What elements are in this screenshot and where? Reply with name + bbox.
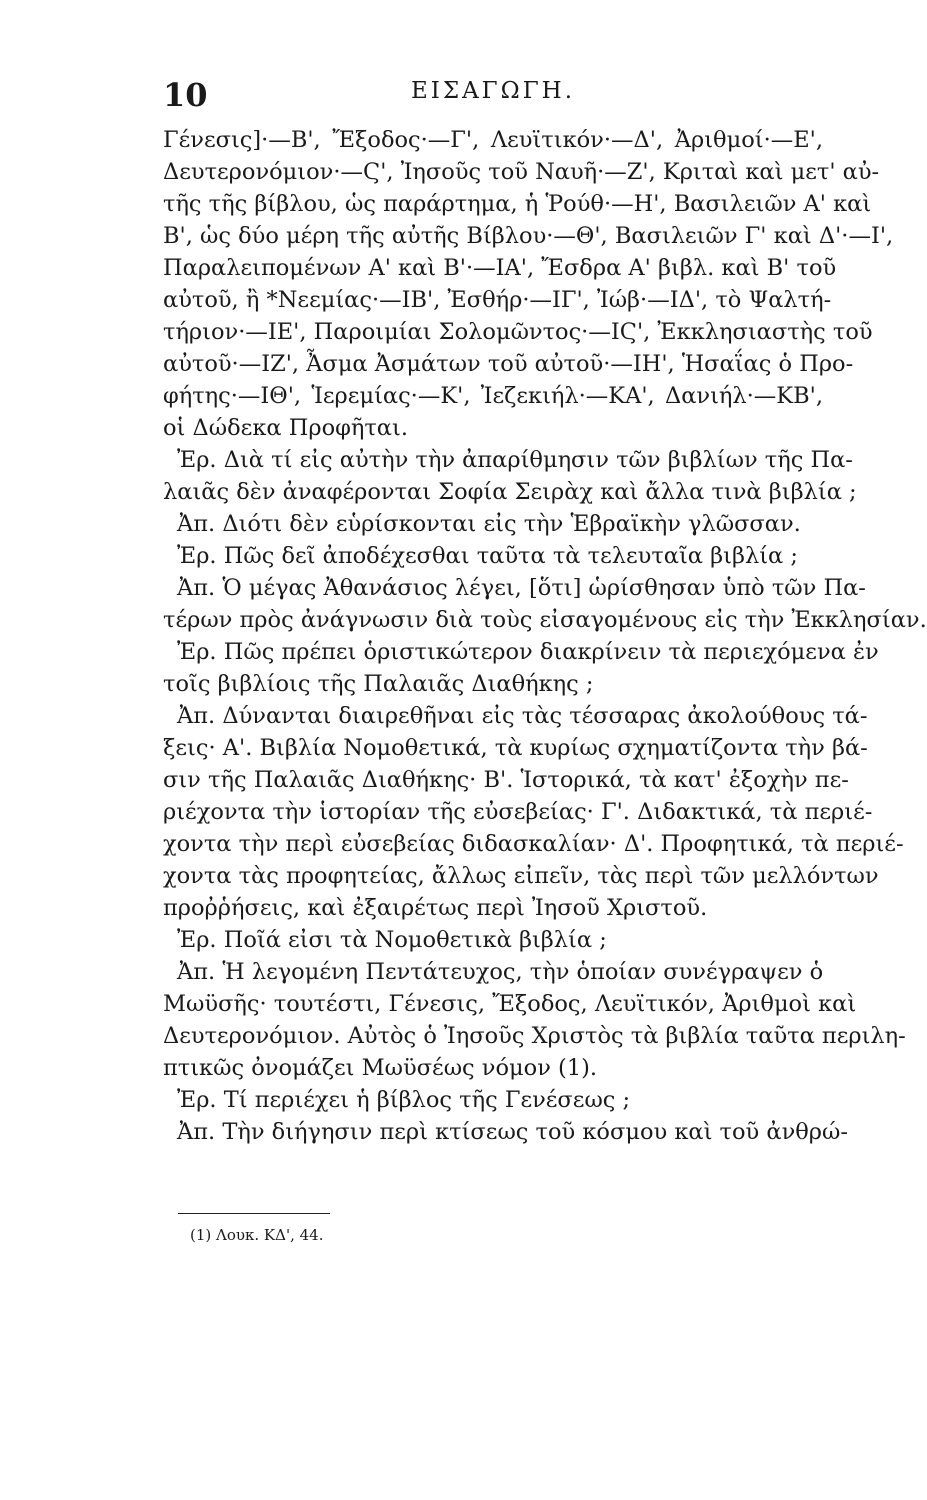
text-line: τήριον·—ΙΕ', Παροιμίαι Σολομῶντος·—ΙϚ', Ἐκκλησιαστὴς τοῦ [163,319,873,345]
text-line: Γένεσις]·—Β', Ἔξοδος·—Γ', Λευϊτικόν·—Δ', Ἀριθμοί·—Ε', [163,127,823,153]
text-line: χοντα τὰς προφητείας, ἄλλως εἰπεῖν, τὰς περὶ τῶν μελλόντων [163,863,879,889]
text-line: Ἀπ. Δύνανται διαιρεθῆναι εἰς τὰς τέσσαρας ἀκολούθους τά- [177,703,868,729]
text-line: Ἐρ. Πῶς πρέπει ὁριστικώτερον διακρίνειν τὰ περιεχόμενα ἐν [177,639,879,665]
page-header [163,70,823,120]
text-line: χοντα τὴν περὶ εὐσεβείας διδασκαλίαν· Δ'. Προφητικά, τὰ περιέ- [163,831,904,857]
text-line: φήτης·—ΙΘ', Ἱερεμίας·—Κ', Ἰεζεκιήλ·—ΚΑ', Δανιήλ·—ΚΒ', [163,383,823,409]
text-line: ριέχοντα τὴν ἱστορίαν τῆς εὐσεβείας· Γ'. Διδακτικά, τὰ περιέ- [163,799,873,825]
footnote: (1) Λουκ. ΚΔ', 44. [190,1226,324,1244]
text-line: πτικῶς ὀνομάζει Μωϋσέως νόμον (1). [163,1055,598,1081]
text-line: Ἀπ. Ὁ μέγας Ἀθανάσιος λέγει, [ὅτι] ὡρίσθησαν ὑπὸ τῶν Πα- [177,575,866,601]
text-line: τοῖς βιβλίοις τῆς Παλαιᾶς Διαθήκης ; [163,671,594,697]
text-line: Ἀπ. Διότι δὲν εὑρίσκονται εἰς τὴν Ἑβραϊκὴν γλῶσσαν. [177,511,801,537]
text-line: Ἐρ. Πῶς δεῖ ἀποδέχεσθαι ταῦτα τὰ τελευταῖα βιβλία ; [177,543,798,569]
text-line: Παραλειπομένων Α' καὶ Β'·—ΙΑ', Ἔσδρα Α' βιβλ. καὶ Β' τοῦ [163,255,837,281]
text-line: Ἀπ. Τὴν διήγησιν περὶ κτίσεως τοῦ κόσμου καὶ τοῦ ἀνθρώ- [177,1119,848,1145]
page-number: 10 [163,76,208,114]
text-line: Ἀπ. Ἡ λεγομένη Πεντάτευχος, τὴν ὁποίαν συνέγραψεν ὁ [177,959,824,985]
text-line: Ἐρ. Ποῖά εἰσι τὰ Νομοθετικὰ βιβλία ; [177,927,607,953]
text-line: Ἐρ. Τί περιέχει ἡ βίβλος τῆς Γενέσεως ; [177,1087,631,1113]
text-line: οἱ Δώδεκα Προφῆται. [163,415,408,441]
text-line: τῆς τῆς βίβλου, ὡς παράρτημα, ἡ Ῥούθ·—Η', Βασιλειῶν Α' καὶ [163,191,872,217]
text-line: Δευτερονόμιον. Αὐτὸς ὁ Ἰησοῦς Χριστὸς τὰ βιβλία ταῦτα περιλη- [163,1023,906,1049]
text-line: σιν τῆς Παλαιᾶς Διαθήκης· Β'. Ἱστορικά, τὰ κατ' ἐξοχὴν πε- [163,767,849,793]
text-line: προῤῥήσεις, καὶ ἐξαιρέτως περὶ Ἰησοῦ Χριστοῦ. [163,895,708,921]
running-head: ΕΙΣΑΓΩΓΗ. [410,78,576,104]
text-line: Μωϋσῆς· τουτέστι, Γένεσις, Ἔξοδος, Λευϊτικόν, Ἀριθμοὶ καὶ [163,991,857,1017]
text-line: ξεις· Α'. Βιβλία Νομοθετικά, τὰ κυρίως σχηματίζοντα τὴν βά- [163,735,868,761]
text-line: αὐτοῦ, ἢ *Νεεμίας·—ΙΒ', Ἐσθήρ·—ΙΓ', Ἰώβ·—ΙΔ', τὸ Ψαλτή- [163,287,832,313]
text-line: Δευτερονόμιον·—Ϛ', Ἰησοῦς τοῦ Ναυῆ·—Ζ', Κριταὶ καὶ μετ' αὐ- [163,159,880,185]
text-line: αὐτοῦ·—ΙΖ', Ἆσμα Ἀσμάτων τοῦ αὐτοῦ·—ΙΗ', Ἡσαΐας ὁ Προ- [163,351,854,377]
text-line: λαιᾶς δὲν ἀναφέρονται Σοφία Σειρὰχ καὶ ἄλλα τινὰ βιβλία ; [163,479,857,505]
text-line: Ἐρ. Διὰ τί εἰς αὐτὴν τὴν ἀπαρίθμησιν τῶν βιβλίων τῆς Πα- [177,447,853,473]
body-text [163,124,927,1148]
text-line: Β', ὡς δύο μέρη τῆς αὐτῆς Βίβλου·—Θ', Βασιλειῶν Γ' καὶ Δ'·—Ι', [163,223,894,249]
text-line: τέρων πρὸς ἀνάγνωσιν διὰ τοὺς εἰσαγομένους εἰς τὴν Ἐκκλησίαν. [163,607,927,633]
footnote-rule [178,1213,330,1214]
